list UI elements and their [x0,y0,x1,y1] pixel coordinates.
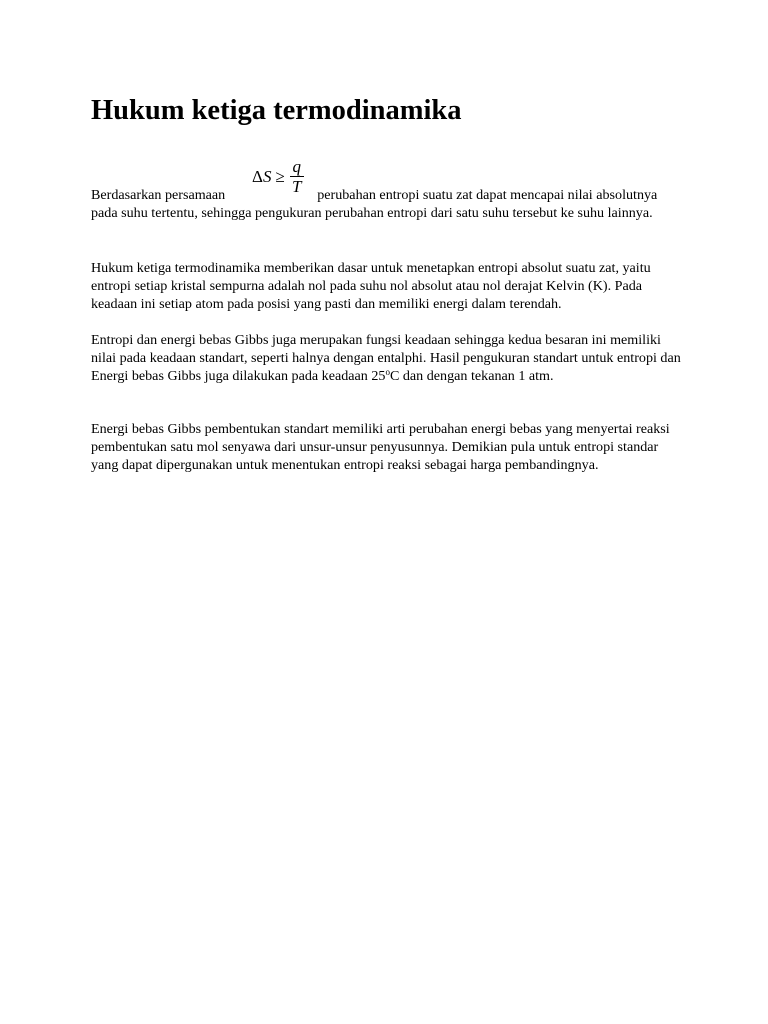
formula-denominator: T [292,176,302,196]
page-title: Hukum ketiga termodinamika [91,95,462,126]
formula-operator: ≥ [275,166,285,186]
formula-numerator: q [292,156,302,176]
formula-entropy-symbol: S [262,166,272,186]
paragraph-3-text: Entropi dan energi bebas Gibbs juga merupakan fungsi keadaan sehingga kedua besaran ini memiliki nilai pada keadaan standart, seperti halnya dengan entalphi. Hasil pengukuran standart untuk entropi dan Energi bebas Gibbs juga dilakukan pada keadaan 25 [91,332,681,385]
paragraph-1-lead: Berdasarkan persamaan [91,187,226,203]
degree-symbol: o [385,367,390,378]
formula-delta: Δ [252,166,263,186]
paragraph-1-text: perubahan entropi suatu zat dapat mencapai nilai absolutnya pada suhu tertentu, sehingga pengukuran perubahan entropi dari satu suhu tersebut ke suhu lainnya. [91,187,658,222]
formula-lhs [252,168,271,185]
paragraph-3 [91,331,683,385]
paragraph-4: Energi bebas Gibbs pembentukan standart memiliki arti perubahan energi bebas yang menyertai reaksi pembentukan satu mol senyawa dari unsur-unsur penyusunnya. Demikian pula untuk entropi standar yang dapat dipergunakan untuk menentukan entropi reaksi sebagai harga pembandingnya. [91,421,670,474]
paragraph-2: Hukum ketiga termodinamika memberikan dasar untuk menetapkan entropi absolut suatu zat, yaitu entropi setiap kristal sempurna adalah nol pada suhu nol absolut atau nol derajat Kelvin (K). Pada keadaan ini setiap atom pada posisi yang pasti dan memiliki energi dalam terendah. [91,260,651,313]
paragraph-3-tail: C dan dengan tekanan 1 atm. [389,368,554,385]
paragraph-1 [91,186,683,222]
